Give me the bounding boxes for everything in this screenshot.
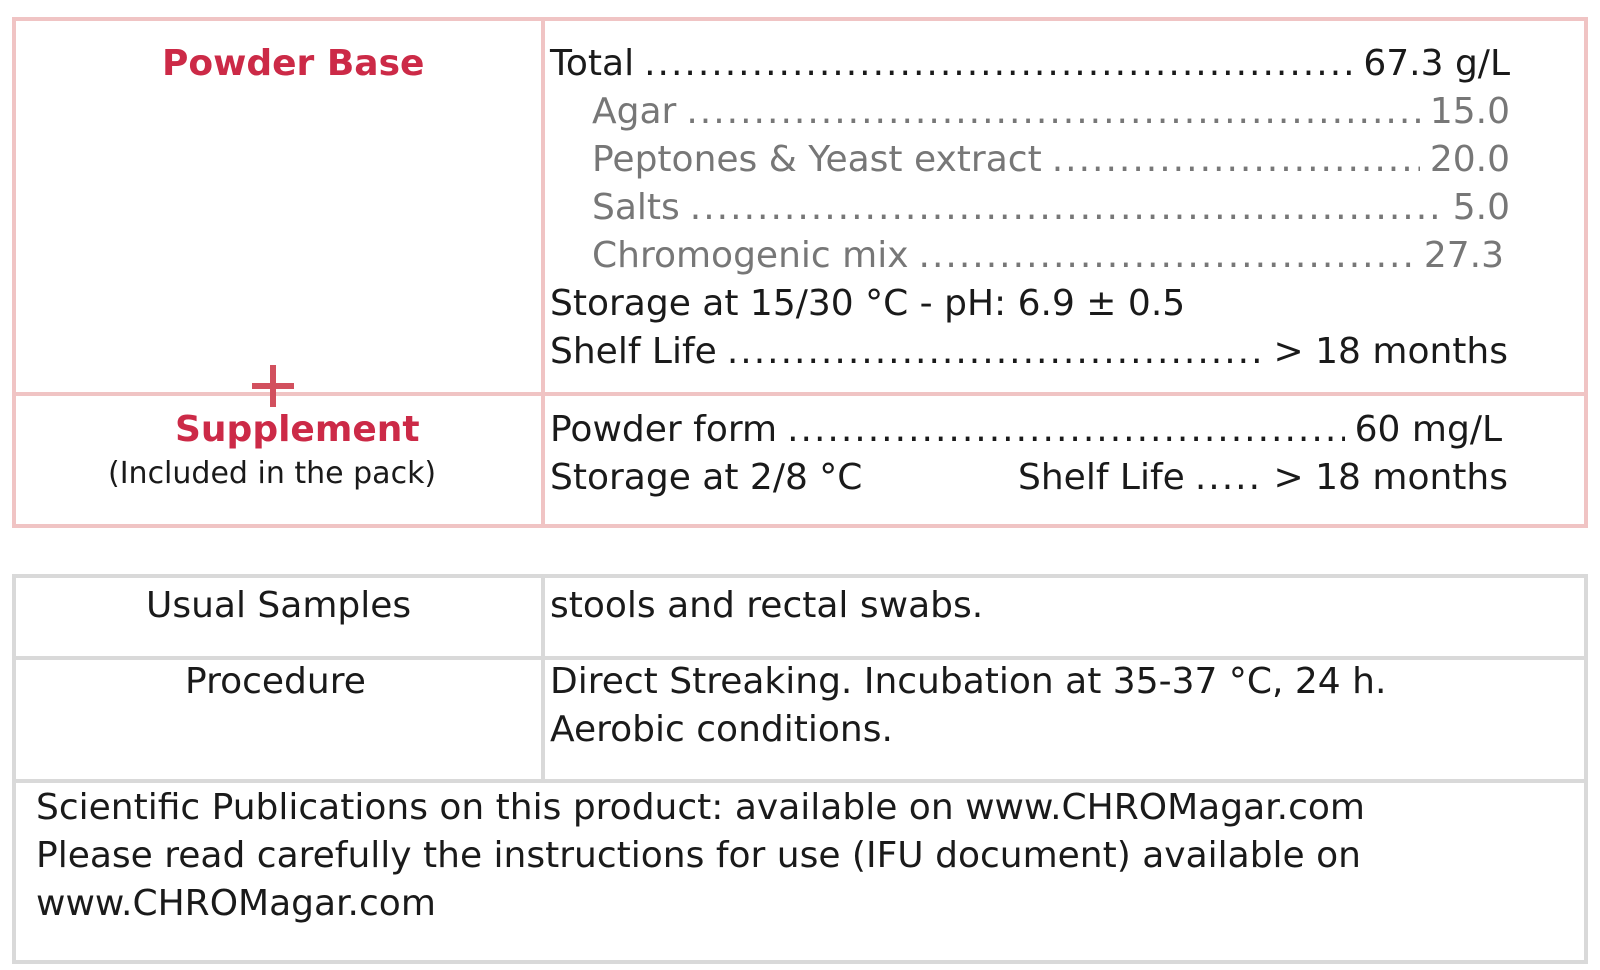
component-row — [592, 90, 1510, 134]
component-value: 5.0 — [1452, 187, 1510, 228]
leader-dots — [727, 330, 1264, 374]
supplement-shelf-life-row — [1018, 456, 1508, 500]
column-divider — [541, 21, 545, 524]
total-label: Total — [550, 43, 635, 84]
total-row — [550, 42, 1510, 86]
powder-form-value: 60 mg/L — [1354, 409, 1502, 450]
total-value: 67.3 g/L — [1363, 43, 1510, 84]
leader-dots — [1052, 138, 1420, 182]
shelf-life-label: Shelf Life — [550, 331, 717, 372]
supplement-title: Supplement — [175, 409, 420, 450]
leader-dots — [690, 186, 1443, 230]
component-label: Agar — [592, 91, 677, 132]
leader-dots — [919, 234, 1414, 278]
footer-line-1: Scientific Publications on this product: available on www.CHROMagar.com — [36, 787, 1365, 828]
usual-samples-label: Usual Samples — [146, 585, 412, 626]
procedure-label: Procedure — [185, 661, 366, 702]
row-divider — [16, 779, 1584, 783]
leader-dots — [787, 408, 1345, 452]
procedure-line-1: Direct Streaking. Incubation at 35-37 °C, 24 h. — [550, 661, 1387, 702]
shelf-life-value: > 18 months — [1273, 331, 1508, 372]
usual-samples-value: stools and rectal swabs. — [550, 585, 984, 626]
component-value: 15.0 — [1429, 91, 1510, 132]
powder-base-title: Powder Base — [162, 43, 425, 84]
leader-dots — [1195, 456, 1264, 500]
component-value: 20.0 — [1429, 139, 1510, 180]
supplement-subtitle: (Included in the pack) — [108, 456, 437, 491]
footer-line-3: www.CHROMagar.com — [36, 883, 436, 924]
footer-line-2: Please read carefully the instructions for use (IFU document) available on — [36, 835, 1361, 876]
column-divider — [541, 578, 545, 783]
powder-shelf-life-row — [550, 330, 1508, 374]
component-row — [592, 138, 1510, 182]
shelf-life-label: Shelf Life — [1018, 457, 1185, 498]
component-label: Peptones & Yeast extract — [592, 139, 1042, 180]
procedure-line-2: Aerobic conditions. — [550, 709, 893, 750]
powder-form-label: Powder form — [550, 409, 778, 450]
supplement-storage: Storage at 2/8 °C — [550, 457, 863, 498]
leader-dots — [686, 90, 1420, 134]
component-label: Salts — [592, 187, 680, 228]
shelf-life-value: > 18 months — [1273, 457, 1508, 498]
powder-storage: Storage at 15/30 °C - pH: 6.9 ± 0.5 — [550, 283, 1186, 324]
plus-icon — [252, 365, 294, 407]
leader-dots — [644, 42, 1353, 86]
component-label: Chromogenic mix — [592, 235, 909, 276]
component-row — [592, 186, 1510, 230]
component-value: 27.3 — [1423, 235, 1504, 276]
powder-form-row — [550, 408, 1502, 452]
component-row — [592, 234, 1504, 278]
